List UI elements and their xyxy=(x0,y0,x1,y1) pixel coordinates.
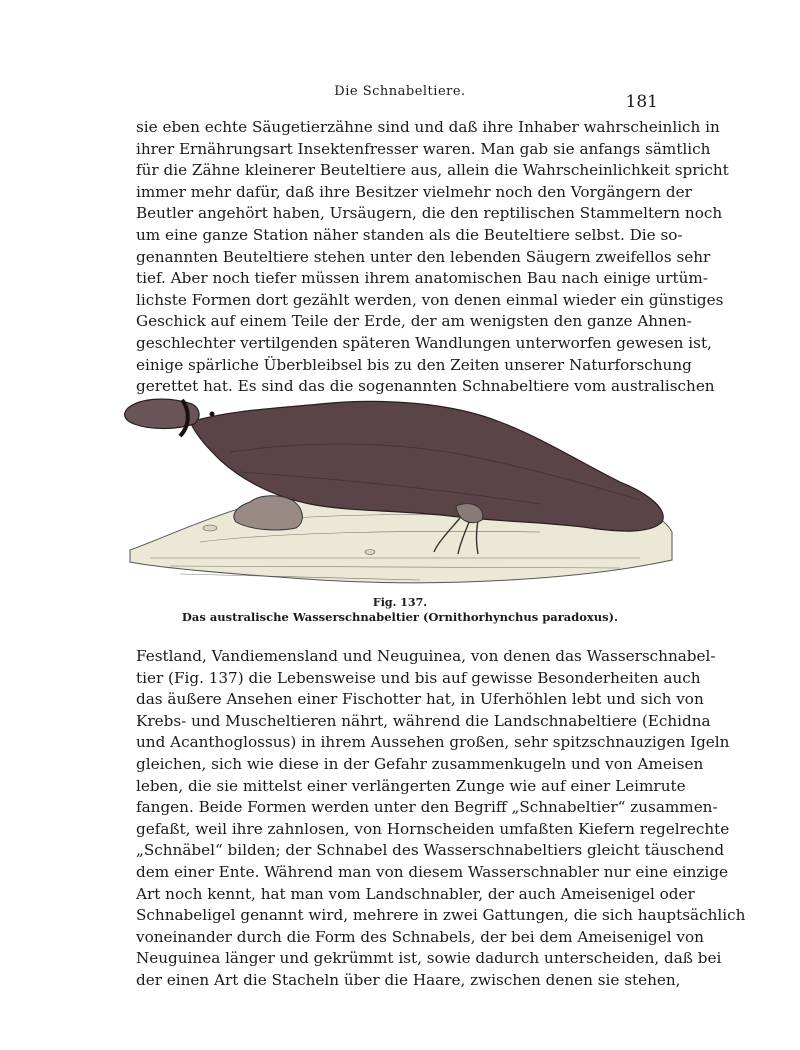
text-line: Beutler angehört haben, Ursäugern, die den reptilischen Stammeltern noch xyxy=(136,204,723,223)
text-line: Krebs- und Muscheltieren nährt, während die Landschnabeltiere (Echidna xyxy=(136,711,711,730)
text-line: fangen. Beide Formen werden unter den Begriff „Schnabeltier“ zusammen- xyxy=(136,798,718,817)
text-line: Festland, Vandiemensland und Neuguinea, von denen das Wasserschnabel- xyxy=(136,647,716,665)
text-line: sie eben echte Säugetierzähne sind und daß ihre Inhaber wahrscheinlich in xyxy=(136,118,720,136)
text-line: gerettet hat. Es sind das die sogenannten Schnabeltiere vom australischen xyxy=(136,377,715,396)
text-line: einige spärliche Überbleibsel bis zu den Zeiten unserer Naturforschung xyxy=(136,355,692,374)
text-line: „Schnäbel“ bilden; der Schnabel des Wasserschnabeltiers gleicht täuschend xyxy=(136,841,725,860)
text-line: leben, die sie mittelst einer verlängerten Zunge wie auf einer Leimrute xyxy=(136,776,686,795)
text-line: für die Zähne kleinerer Beuteltiere aus, allein die Wahrscheinlichkeit spricht xyxy=(136,161,729,180)
figure-caption: Das australische Wasserschnabeltier (Ornithorhynchus paradoxus). xyxy=(181,610,619,624)
text-line: tier (Fig. 137) die Lebensweise und bis auf gewisse Besonderheiten auch xyxy=(136,668,701,687)
text-line: Neuguinea länger und gekrümmt ist, sowie dadurch unterscheiden, daß bei xyxy=(136,949,722,968)
paragraph-top xyxy=(136,117,729,398)
text-line: genannten Beuteltiere stehen unter den lebenden Säugern zweifellos sehr xyxy=(136,247,711,266)
platypus-illustration xyxy=(120,382,680,592)
text-line: lichste Formen dort gezählt werden, von denen einmal wieder ein günstiges xyxy=(136,290,724,309)
text-line: tief. Aber noch tiefer müssen ihrem anatomischen Bau nach einige urtüm- xyxy=(136,269,708,288)
text-line: der einen Art die Stacheln über die Haare, zwischen denen sie stehen, xyxy=(136,970,681,989)
text-line: gleichen, sich wie diese in der Gefahr zusammenkugeln und von Ameisen xyxy=(136,754,704,773)
text-line: Schnabeligel genannt wird, mehrere in zwei Gattungen, die sich hauptsächlich xyxy=(136,906,746,925)
text-line: dem einer Ente. Während man von diesem Wasserschnabler nur eine einzige xyxy=(136,862,728,881)
text-line: voneinander durch die Form des Schnabels, der bei dem Ameisenigel von xyxy=(136,927,704,946)
figure-number: Fig. 137. xyxy=(372,596,428,609)
text-line: Art noch kennt, hat man vom Landschnabler, der auch Ameisenigel oder xyxy=(136,884,695,903)
text-line: und Acanthoglossus) in ihrem Aussehen großen, sehr spitzschnauzigen Igeln xyxy=(136,733,730,752)
text-line: gefaßt, weil ihre zahnlosen, von Hornscheiden umfaßten Kiefern regelrechte xyxy=(136,819,730,838)
text-line: immer mehr dafür, daß ihre Besitzer vielmehr noch den Vorgängern der xyxy=(136,182,692,201)
running-head: Die Schnabeltiere. xyxy=(334,84,466,99)
platypus-front-foot xyxy=(234,496,302,530)
text-line: ihrer Ernährungsart Insektenfresser waren. Man gab sie anfangs sämtlich xyxy=(136,139,711,158)
text-line: Geschick auf einem Teile der Erde, der am wenigsten den ganze Ahnen- xyxy=(136,312,692,331)
text-line: das äußere Ansehen einer Fischotter hat, in Uferhöhlen lebt und sich von xyxy=(136,690,704,709)
text-line: geschlechter vertilgenden späteren Wandlungen unterworfen gewesen ist, xyxy=(136,333,712,352)
page-number: 181 xyxy=(625,92,658,112)
text-line: um eine ganze Station näher standen als die Beuteltiere selbst. Die so- xyxy=(136,225,683,244)
paragraph-bottom xyxy=(136,646,746,992)
